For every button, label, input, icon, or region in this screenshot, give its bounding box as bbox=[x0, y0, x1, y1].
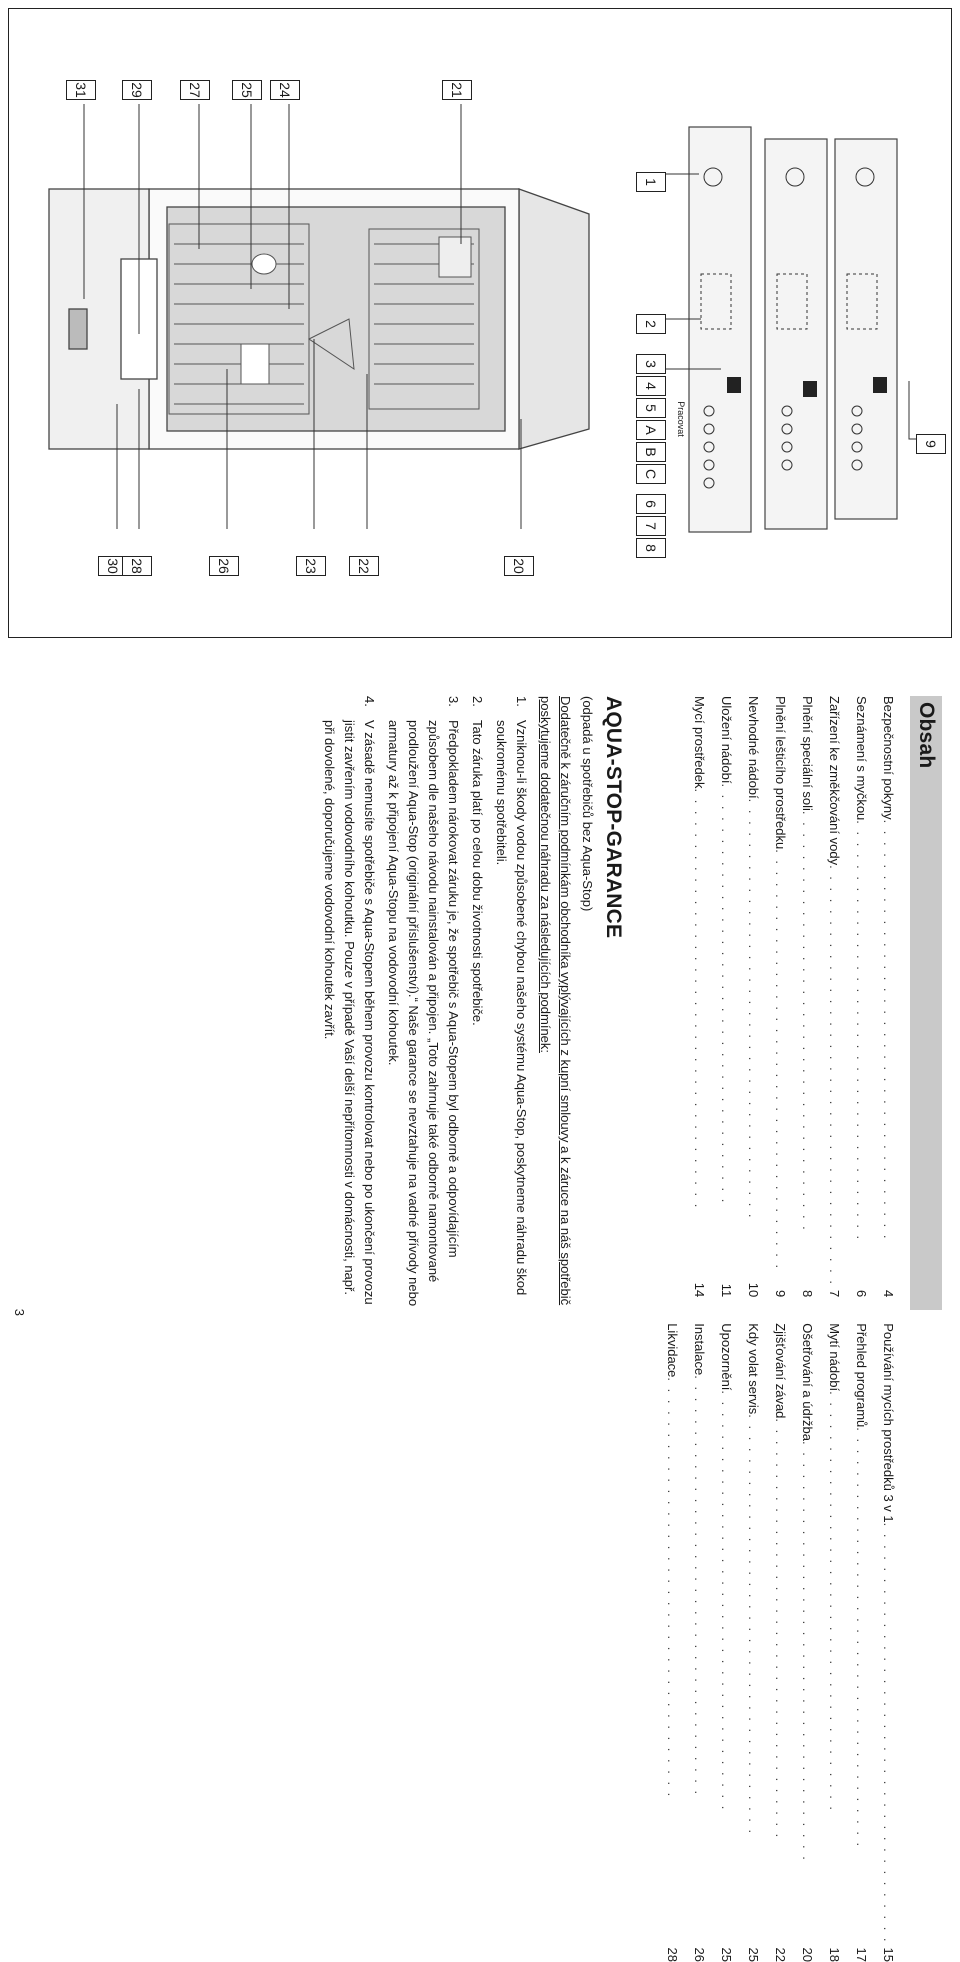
toc-entry-page: 18 bbox=[827, 1947, 842, 1962]
display-icon bbox=[803, 381, 817, 397]
toc-entry bbox=[767, 696, 794, 1297]
callout-number: 28 bbox=[122, 556, 152, 576]
toc-entry-page: 11 bbox=[719, 1283, 734, 1298]
callout-number: 8 bbox=[636, 538, 666, 558]
list-item-text: Předpokladem nárokovat záruku je, že spotřebič s Aqua-Stopem byl odborně a odpovídajícím způsobem dle našeho návodu nainstalován a připojen. „Toto zahrnuje také odborně namontované prodloužení Aqua-Stop (originální příslušenství).“ Naše garance se nevztahuje na vadné přívody nebo armatury až k připojení Aqua-Stopu na vodovodní kohoutek. bbox=[386, 720, 461, 1307]
toc-leader-dots bbox=[767, 1418, 794, 1943]
toc-leader-dots bbox=[713, 1390, 740, 1943]
panel-label: Pracovat bbox=[675, 401, 686, 437]
callout-number: 27 bbox=[180, 80, 210, 100]
toc-entry bbox=[740, 1323, 767, 1962]
toc-leader-dots bbox=[767, 849, 794, 1286]
toc-entry-label: Nevhodné nádobí bbox=[746, 696, 761, 799]
toc-entry-page: 7 bbox=[827, 1289, 842, 1298]
toc-entry bbox=[848, 1323, 875, 1962]
toc-column-left bbox=[659, 696, 902, 1297]
toc-entry-label: Uložení nádobí bbox=[719, 696, 734, 784]
callout-number: 2 bbox=[636, 314, 666, 334]
toc-entry-page: 14 bbox=[692, 1282, 707, 1298]
page-number: 3 bbox=[12, 1308, 27, 1316]
toc-leader-dots bbox=[848, 1427, 875, 1943]
toc-leader-dots bbox=[821, 1391, 848, 1943]
toc-entry bbox=[740, 696, 767, 1297]
toc-entry-label: Seznámení s myčkou bbox=[854, 696, 869, 821]
top-cover bbox=[519, 189, 589, 449]
toc-leader-dots bbox=[821, 865, 848, 1286]
toc-entry bbox=[767, 1323, 794, 1962]
control-panel-variant-2 bbox=[765, 139, 827, 529]
toc-entry-page: 9 bbox=[773, 1289, 788, 1298]
toc-entry-page: 17 bbox=[854, 1947, 869, 1962]
toc-entry-label: Plnění speciální soli bbox=[800, 696, 815, 811]
section-intro: Dodatečně k záručním podmínkám obchodníka vyplývajících z kupní smlouvy a k záruce na náš spotřebič poskytujeme dodatečnou náhradu za následujících podmínek: bbox=[538, 696, 573, 1306]
toc-leader-dots bbox=[740, 1414, 767, 1943]
callout-number: 6 bbox=[636, 494, 666, 514]
callout-number: 5 bbox=[636, 398, 666, 418]
display-icon bbox=[873, 377, 887, 393]
list-item-number: 3. bbox=[446, 696, 461, 707]
callout-number: 20 bbox=[504, 556, 534, 576]
callout-number: 7 bbox=[636, 516, 666, 536]
toc-entry bbox=[659, 1323, 686, 1962]
toc-entry bbox=[686, 1323, 713, 1962]
toc-entry-label: Instalace bbox=[692, 1323, 707, 1376]
salt-container bbox=[252, 254, 276, 274]
toc-entry-page: 15 bbox=[881, 1947, 896, 1962]
toc-entry bbox=[794, 696, 821, 1297]
toc-entry-label: Kdy volat servis bbox=[746, 1323, 761, 1415]
toc-entry-label: Likvidace bbox=[665, 1323, 680, 1378]
toc-entry-label: Mycí prostředek bbox=[692, 696, 707, 789]
callout-number: 31 bbox=[66, 80, 96, 100]
toc-entry-page: 6 bbox=[854, 1289, 869, 1298]
toc-entry-page: 28 bbox=[665, 1947, 680, 1962]
callout-number: 21 bbox=[442, 80, 472, 100]
toc-entry bbox=[821, 696, 848, 1297]
cutlery-basket bbox=[241, 344, 269, 384]
toc-entry-label: Upozornění bbox=[719, 1323, 734, 1391]
toc-entry bbox=[713, 696, 740, 1297]
callout-number: 25 bbox=[232, 80, 262, 100]
list-item-number: 4. bbox=[362, 696, 377, 707]
toc-column-right bbox=[659, 1323, 902, 1962]
toc-leader-dots bbox=[659, 1377, 686, 1943]
toc-entry bbox=[686, 696, 713, 1297]
dishwasher-body bbox=[49, 189, 589, 449]
rating-plate bbox=[69, 309, 87, 349]
callout-number: 9 bbox=[916, 434, 946, 454]
list-item-text: V zásadě nemusíte spotřebiče s Aqua-Stopem během provozu kontrolovat nebo po ukončení provozu jistit zavřením vodovodního kohoutku. Pouze v případě Vaší delší nepřítomnosti v domácnosti, např. při dovolené, doporučujeme vodovodní kohoutek zavřít. bbox=[322, 720, 377, 1305]
toc-leader-dots bbox=[794, 811, 821, 1286]
toc-entry-page: 26 bbox=[692, 1947, 707, 1962]
toc-entry bbox=[713, 1323, 740, 1962]
text-page bbox=[10, 690, 950, 1962]
toc-entry-page: 22 bbox=[773, 1947, 788, 1962]
list-item-text: Tato záruka platí po celou dobu životnosti spotřebiče. bbox=[470, 720, 485, 1026]
toc-entry-page: 20 bbox=[800, 1947, 815, 1962]
toc-entry bbox=[875, 1323, 902, 1962]
callout-number: A bbox=[636, 420, 666, 440]
callout-number: 1 bbox=[636, 172, 666, 192]
toc-leader-dots bbox=[713, 783, 740, 1279]
list-item-text: Vzniknou-li škody vodou způsobené chybou našeho systému Aqua-Stop, poskytneme náhradu škod soukromému spotřebiteli. bbox=[494, 720, 529, 1296]
toc-entry-label: Zjišťování závad bbox=[773, 1323, 788, 1419]
toc-leader-dots bbox=[686, 1375, 713, 1943]
toc-entry bbox=[794, 1323, 821, 1962]
table-of-contents bbox=[659, 696, 902, 1962]
callout-number: 29 bbox=[122, 80, 152, 100]
toc-leader-dots bbox=[740, 799, 767, 1279]
dishwasher-illustration bbox=[8, 8, 952, 638]
toc-title: Obsah bbox=[915, 702, 938, 769]
callout-number: 22 bbox=[349, 556, 379, 576]
toc-entry-page: 10 bbox=[746, 1282, 761, 1298]
toc-entry bbox=[821, 1323, 848, 1962]
toc-entry bbox=[875, 696, 902, 1297]
callout-number: C bbox=[636, 464, 666, 484]
list-item bbox=[383, 696, 463, 1310]
toc-entry-label: Plnění lešticího prostředku bbox=[773, 696, 788, 850]
toc-entry-page: 8 bbox=[800, 1289, 815, 1298]
list-item bbox=[491, 696, 531, 1310]
toc-leader-dots bbox=[875, 1523, 902, 1944]
tablet-collector bbox=[439, 237, 471, 277]
list-item bbox=[467, 696, 487, 1310]
callout-number: 3 bbox=[636, 354, 666, 374]
callout-number: 26 bbox=[209, 556, 239, 576]
display-icon bbox=[727, 377, 741, 393]
toc-entry-label: Zařízení ke změkčování vody bbox=[827, 696, 842, 866]
toc-entry bbox=[848, 696, 875, 1297]
callout-number: 23 bbox=[296, 556, 326, 576]
toc-leader-dots bbox=[848, 820, 875, 1286]
toc-entry-label: Ošetřování a údržba bbox=[800, 1323, 815, 1441]
callout-number: 24 bbox=[270, 80, 300, 100]
guarantee-conditions-list bbox=[319, 696, 531, 1310]
toc-entry-page: 4 bbox=[881, 1289, 896, 1298]
dishwasher-drawing bbox=[9, 9, 953, 639]
toc-entry-page: 25 bbox=[746, 1947, 761, 1962]
toc-leader-dots bbox=[686, 788, 713, 1278]
section-subtitle: (odpadá u spotřebičů bez Aqua-Stop) bbox=[580, 696, 595, 912]
toc-entry-page: 25 bbox=[719, 1947, 734, 1962]
toc-leader-dots bbox=[794, 1441, 821, 1944]
callout-number: B bbox=[636, 442, 666, 462]
list-item-number: 2. bbox=[470, 696, 485, 707]
toc-header bbox=[910, 696, 942, 1310]
callout-number: 30 bbox=[98, 556, 128, 576]
toc-entry-label: Mytí nádobí bbox=[827, 1323, 842, 1392]
section-title: AQUA-STOP-GARANCE bbox=[602, 696, 625, 939]
toc-entry-label: Přehled programů bbox=[854, 1323, 869, 1428]
toc-entry-label: Bezpečnostní pokyny bbox=[881, 696, 896, 820]
toc-entry-label: Používání mycích prostředků 3 v 1 bbox=[881, 1323, 896, 1523]
list-item bbox=[319, 696, 379, 1310]
list-item-number: 1. bbox=[514, 696, 529, 707]
toc-leader-dots bbox=[875, 820, 902, 1286]
callout-number: 4 bbox=[636, 376, 666, 396]
